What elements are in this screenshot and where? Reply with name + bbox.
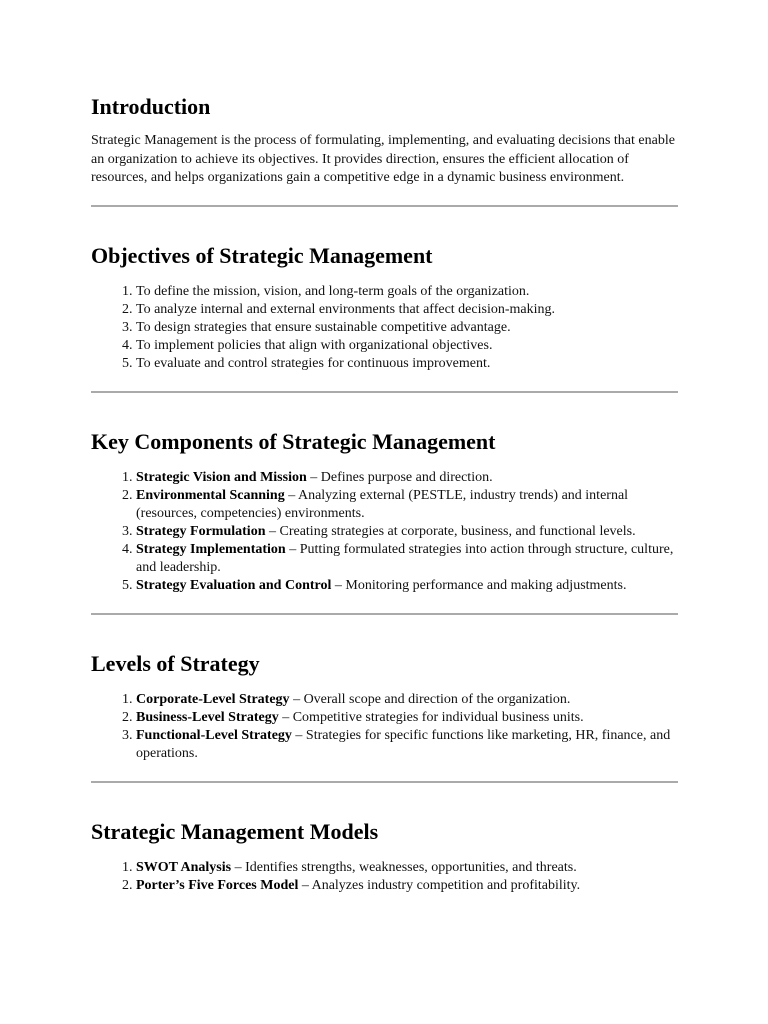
section-divider — [91, 781, 678, 783]
list-item — [136, 487, 678, 523]
levels-list — [91, 691, 678, 763]
list-item-term: Strategy Evaluation and Control — [136, 577, 332, 593]
list-item-term: Strategic Vision and Mission — [136, 469, 307, 485]
list-item-text: To design strategies that ensure sustainable competitive advantage. — [136, 319, 511, 335]
list-item-description: – Monitoring performance and making adjustments. — [331, 577, 627, 593]
list-item — [136, 469, 678, 487]
list-item — [136, 859, 678, 877]
list-item-text: To analyze internal and external environments that affect decision-making. — [136, 301, 555, 317]
list-item-term: Environmental Scanning — [136, 487, 285, 503]
section-divider — [91, 205, 678, 207]
list-item-text: To evaluate and control strategies for continuous improvement. — [136, 355, 491, 371]
list-item-text: To define the mission, vision, and long-term goals of the organization. — [136, 283, 530, 299]
list-item-description: – Analyzes industry competition and profitability. — [298, 877, 581, 893]
list-item-description: – Putting formulated strategies into action through structure, culture, and leadership. — [136, 541, 674, 575]
list-item — [136, 319, 678, 337]
list-item-term: Functional-Level Strategy — [136, 727, 292, 743]
list-item — [136, 691, 678, 709]
list-item-text: To implement policies that align with organizational objectives. — [136, 337, 493, 353]
list-item-term: Corporate-Level Strategy — [136, 691, 290, 707]
list-item-description: – Competitive strategies for individual business units. — [278, 709, 584, 725]
key-components-list — [91, 469, 678, 595]
list-item-description: – Strategies for specific functions like marketing, HR, finance, and operations. — [136, 727, 671, 761]
section-title-objectives: Objectives of Strategic Management — [91, 242, 433, 268]
section-title-levels: Levels of Strategy — [91, 650, 260, 676]
objectives-list — [91, 283, 678, 373]
list-item-term: Porter’s Five Forces Model — [136, 877, 299, 893]
list-item — [136, 577, 678, 595]
list-item-description: – Defines purpose and direction. — [306, 469, 493, 485]
document-page — [91, 0, 678, 895]
list-item-description: – Overall scope and direction of the organization. — [289, 691, 571, 707]
introduction-paragraph: Strategic Management is the process of formulating, implementing, and evaluating decisions that enable an organization to achieve its objectives. It provides direction, ensures the efficient allocation of resources, and helps organizations gain a competitive edge in a dynamic business environment. — [91, 133, 675, 185]
section-title-models: Strategic Management Models — [91, 818, 379, 844]
list-item-term: Business-Level Strategy — [136, 709, 279, 725]
list-item-description: – Identifies strengths, weaknesses, opportunities, and threats. — [231, 859, 577, 875]
list-item-term: Strategy Implementation — [136, 541, 286, 557]
section-divider — [91, 613, 678, 615]
list-item — [136, 355, 678, 373]
list-item — [136, 877, 678, 895]
list-item — [136, 283, 678, 301]
list-item-description: – Creating strategies at corporate, business, and functional levels. — [265, 523, 636, 539]
list-item — [136, 523, 678, 541]
list-item-term: Strategy Formulation — [136, 523, 266, 539]
list-item-term: SWOT Analysis — [136, 859, 232, 875]
list-item — [136, 301, 678, 319]
section-title-introduction: Introduction — [91, 94, 211, 119]
list-item — [136, 337, 678, 355]
section-title-key-components: Key Components of Strategic Management — [91, 428, 496, 454]
models-list — [91, 859, 678, 895]
section-divider — [91, 391, 678, 393]
list-item-description: – Analyzing external (PESTLE, industry trends) and internal (resources, competencies) environments. — [136, 487, 629, 521]
list-item — [136, 541, 678, 577]
list-item — [136, 709, 678, 727]
list-item — [136, 727, 678, 763]
